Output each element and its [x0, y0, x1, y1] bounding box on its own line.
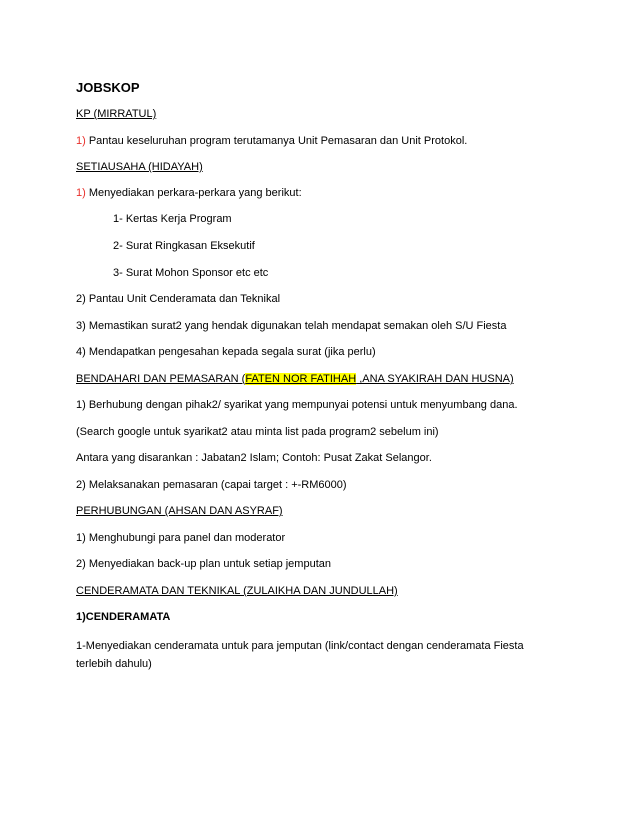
setiausaha-sub-3: 3- Surat Mohon Sponsor etc etc	[113, 267, 269, 279]
bendahari-heading-prefix: BENDAHARI DAN PEMASARAN (	[76, 373, 246, 385]
setiausaha-item-1-text: Menyediakan perkara-perkara yang berikut:	[85, 187, 302, 199]
setiausaha-heading: SETIAUSAHA (HIDAYAH)	[76, 161, 203, 173]
cenderamata-subheading: 1)CENDERAMATA	[76, 611, 171, 623]
kp-item-1-text: Pantau keseluruhan program terutamanya Unit Pemasaran dan Unit Protokol.	[85, 135, 468, 147]
setiausaha-item-4: 4) Mendapatkan pengesahan kepada segala surat (jika perlu)	[76, 346, 376, 358]
setiausaha-item-3: 3) Memastikan surat2 yang hendak digunakan telah mendapat semakan oleh S/U Fiesta	[76, 320, 507, 332]
bendahari-example: Antara yang disarankan : Jabatan2 Islam; Contoh: Pusat Zakat Selangor.	[76, 452, 432, 464]
setiausaha-sub-1: 1- Kertas Kerja Program	[113, 213, 232, 225]
kp-heading: KP (MIRRATUL)	[76, 108, 157, 120]
kp-item-1	[76, 134, 467, 148]
bendahari-note: (Search google untuk syarikat2 atau minta list pada program2 sebelum ini)	[76, 426, 439, 438]
setiausaha-item-2: 2) Pantau Unit Cenderamata dan Teknikal	[76, 293, 281, 305]
perhubungan-item-2: 2) Menyediakan back-up plan untuk setiap jemputan	[76, 558, 331, 570]
cenderamata-heading: CENDERAMATA DAN TEKNIKAL (ZULAIKHA DAN JUNDULLAH)	[76, 585, 398, 597]
bendahari-heading	[76, 372, 514, 386]
bendahari-heading-suffix: ,ANA SYAKIRAH DAN HUSNA)	[356, 373, 514, 385]
bendahari-item-2: 2) Melaksanakan pemasaran (capai target : +-RM6000)	[76, 479, 347, 491]
setiausaha-sub-2: 2- Surat Ringkasan Eksekutif	[113, 240, 255, 252]
setiausaha-item-1	[76, 186, 302, 200]
bendahari-item-1: 1) Berhubung dengan pihak2/ syarikat yang mempunyai potensi untuk menyumbang dana.	[76, 399, 518, 411]
perhubungan-item-1: 1) Menghubungi para panel dan moderator	[76, 532, 286, 544]
document-title: JOBSKOP	[76, 80, 140, 95]
kp-item-1-number: 1)	[76, 135, 86, 147]
setiausaha-item-1-number: 1)	[76, 187, 86, 199]
perhubungan-heading: PERHUBUNGAN (AHSAN DAN ASYRAF)	[76, 505, 283, 517]
bendahari-heading-highlight: FATEN NOR FATIHAH	[245, 373, 357, 385]
cenderamata-item-1: 1-Menyediakan cenderamata untuk para jemputan (link/contact dengan cenderamata Fiesta terlebih dahulu)	[76, 640, 524, 670]
